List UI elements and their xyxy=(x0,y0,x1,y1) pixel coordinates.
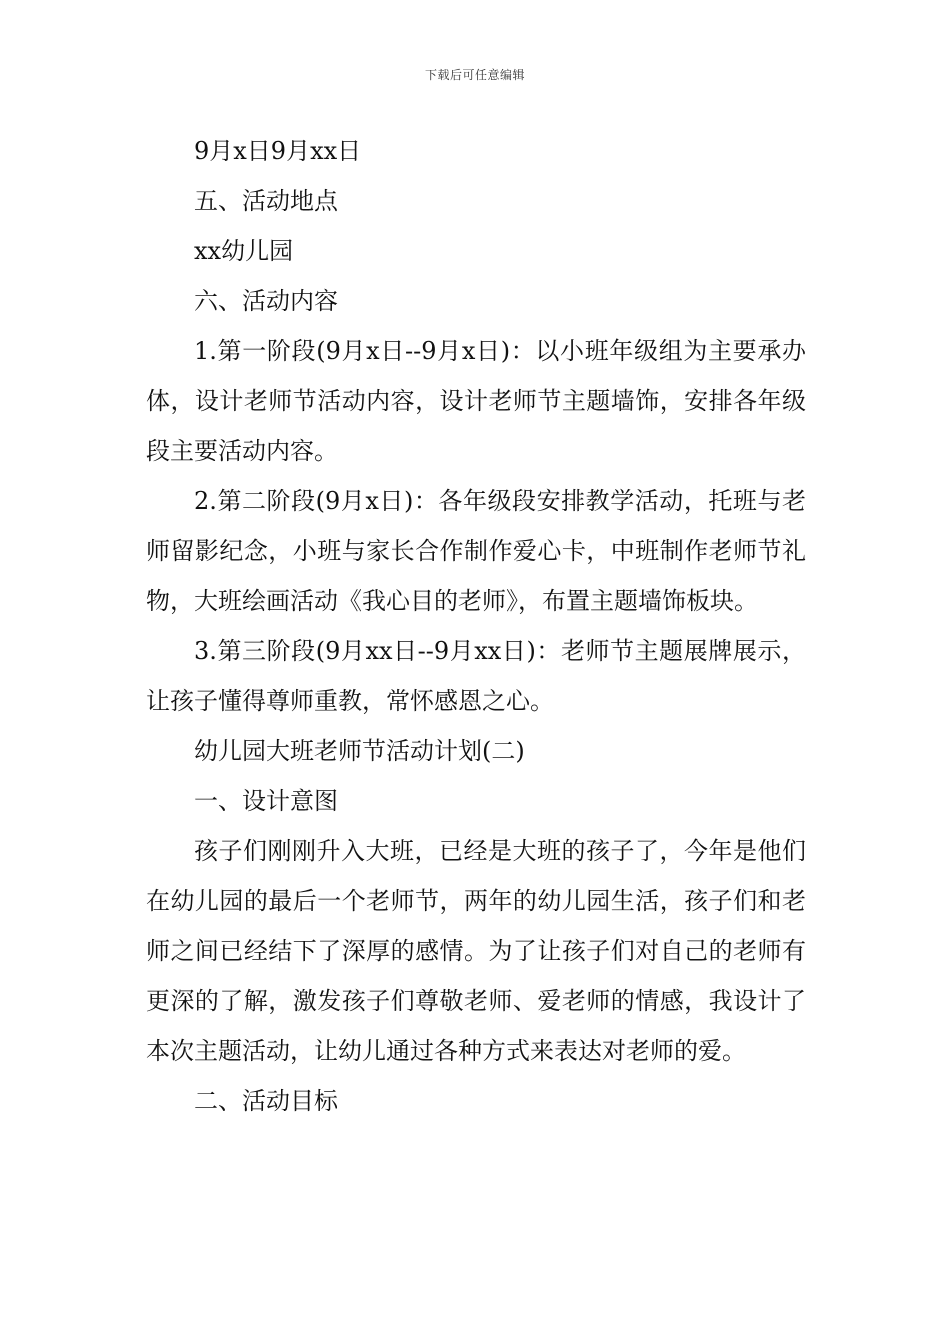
paragraph-location: xx幼儿园 xyxy=(194,237,294,265)
paragraph-stage-1: 1.第一阶段(9月x日--9月x日)：以小班年级组为主要承办体，设计老师节活动内容，设计老师节主题墙饰，安排各年级段主要活动内容。 xyxy=(146,337,806,465)
section-title-plan-2: 幼儿园大班老师节活动计划(二) xyxy=(194,737,525,765)
paragraph-design-intent: 孩子们刚刚升入大班，已经是大班的孩子了，今年是他们在幼儿园的最后一个老师节，两年的幼儿园生活，孩子们和老师之间已经结下了深厚的感情。为了让孩子们对自己的老师有更深的了解，激发孩子们尊敬老师、爱老师的情感，我设计了本次主题活动，让幼儿通过各种方式来表达对老师的爱。 xyxy=(146,837,806,1065)
heading-activity-goals: 二、活动目标 xyxy=(194,1087,338,1115)
document-body xyxy=(146,126,806,1126)
paragraph-date: 9月x日9月xx日 xyxy=(194,137,362,165)
paragraph-stage-3: 3.第三阶段(9月xx日--9月xx日)：老师节主题展牌展示，让孩子懂得尊师重教，常怀感恩之心。 xyxy=(146,637,806,715)
heading-activity-content: 六、活动内容 xyxy=(194,287,338,315)
heading-design-intent: 一、设计意图 xyxy=(194,787,338,815)
page-header: 下载后可任意编辑 xyxy=(424,68,525,82)
heading-activity-location: 五、活动地点 xyxy=(194,187,338,215)
paragraph-stage-2: 2.第二阶段(9月x日)：各年级段安排教学活动，托班与老师留影纪念，小班与家长合作制作爱心卡，中班制作老师节礼物，大班绘画活动《我心目的老师》，布置主题墙饰板块。 xyxy=(146,487,806,615)
